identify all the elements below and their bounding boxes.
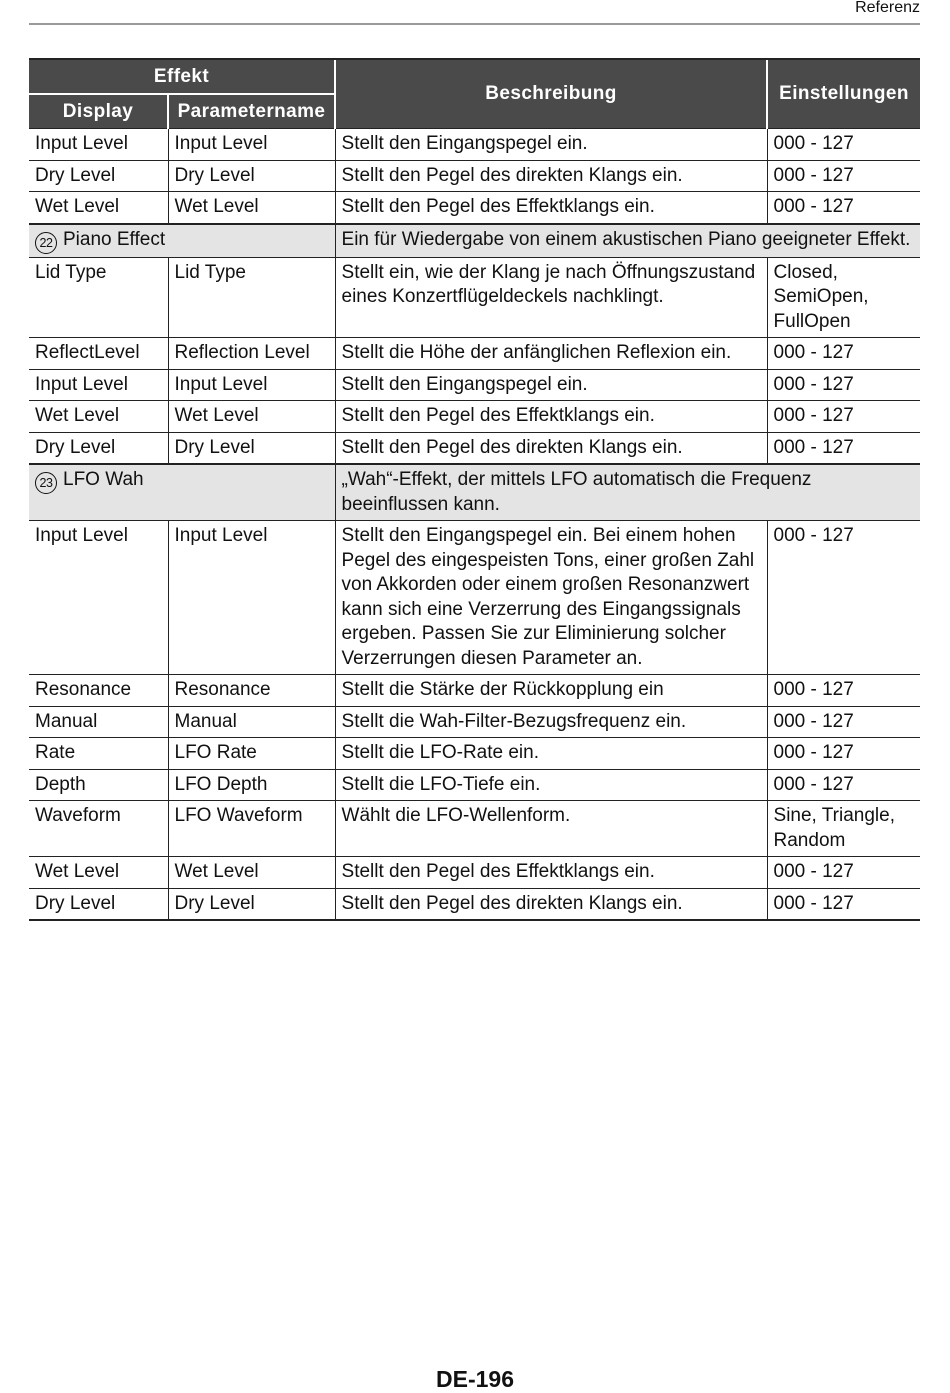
column-header-display: Display: [29, 94, 168, 129]
table-row: [29, 192, 920, 224]
cell-display: ReflectLevel: [29, 338, 168, 370]
cell-parameter: LFO Depth: [168, 769, 335, 801]
effect-parameter-table: [29, 58, 920, 921]
cell-display: Waveform: [29, 801, 168, 857]
table-row: [29, 257, 920, 338]
cell-description: Stellt den Pegel des Effektklangs ein.: [335, 192, 767, 224]
cell-setting: 000 - 127: [767, 192, 920, 224]
cell-setting: 000 - 127: [767, 521, 920, 675]
cell-setting: 000 - 127: [767, 706, 920, 738]
table-row: [29, 888, 920, 920]
cell-parameter: Dry Level: [168, 888, 335, 920]
table-row: [29, 801, 920, 857]
cell-setting: 000 - 127: [767, 160, 920, 192]
cell-display: Input Level: [29, 369, 168, 401]
effect-name: LFO Wah: [63, 469, 144, 490]
cell-display: Manual: [29, 706, 168, 738]
cell-description: Stellt den Eingangspegel ein.: [335, 369, 767, 401]
cell-display: Lid Type: [29, 257, 168, 338]
cell-parameter: Wet Level: [168, 192, 335, 224]
cell-description: Stellt die Stärke der Rückkopplung ein: [335, 675, 767, 707]
cell-display: Dry Level: [29, 888, 168, 920]
cell-parameter: Input Level: [168, 129, 335, 161]
cell-description: Stellt den Pegel des direkten Klangs ein.: [335, 160, 767, 192]
table-row: [29, 857, 920, 889]
cell-setting: 000 - 127: [767, 675, 920, 707]
cell-display: Wet Level: [29, 192, 168, 224]
cell-description: Stellt den Pegel des direkten Klangs ein.: [335, 432, 767, 464]
cell-description: Wählt die LFO-Wellenform.: [335, 801, 767, 857]
cell-setting: 000 - 127: [767, 432, 920, 464]
cell-setting: 000 - 127: [767, 369, 920, 401]
table-row: [29, 706, 920, 738]
cell-display: Rate: [29, 738, 168, 770]
circled-number-icon: 23: [35, 472, 57, 494]
column-header-einstellungen: Einstellungen: [767, 59, 920, 129]
cell-display: Depth: [29, 769, 168, 801]
cell-display: Wet Level: [29, 857, 168, 889]
cell-parameter: LFO Waveform: [168, 801, 335, 857]
header-rule: [29, 23, 920, 25]
table-row: [29, 738, 920, 770]
cell-parameter: Reflection Level: [168, 338, 335, 370]
cell-display: Dry Level: [29, 432, 168, 464]
column-header-parametername: Parametername: [168, 94, 335, 129]
section-label: Referenz: [855, 0, 920, 16]
cell-setting: 000 - 127: [767, 769, 920, 801]
effect-section-row: [29, 224, 920, 258]
cell-description: Stellt den Pegel des Effektklangs ein.: [335, 857, 767, 889]
cell-description: Stellt die LFO-Tiefe ein.: [335, 769, 767, 801]
effect-description: „Wah“-Effekt, der mittels LFO automatisch die Frequenz beeinflussen kann.: [335, 464, 920, 521]
cell-display: Input Level: [29, 521, 168, 675]
cell-setting: 000 - 127: [767, 401, 920, 433]
table-row: [29, 769, 920, 801]
column-header-effekt: Effekt: [29, 59, 335, 94]
cell-parameter: Input Level: [168, 521, 335, 675]
cell-description: Stellt den Pegel des direkten Klangs ein.: [335, 888, 767, 920]
table-row: [29, 521, 920, 675]
cell-setting: 000 - 127: [767, 338, 920, 370]
cell-setting: 000 - 127: [767, 857, 920, 889]
cell-parameter: Wet Level: [168, 857, 335, 889]
cell-parameter: Lid Type: [168, 257, 335, 338]
column-header-beschreibung: Beschreibung: [335, 59, 767, 129]
cell-description: Stellt den Pegel des Effektklangs ein.: [335, 401, 767, 433]
cell-setting: 000 - 127: [767, 129, 920, 161]
cell-description: Stellt den Eingangspegel ein. Bei einem hohen Pegel des eingespeisten Tons, einer großen Zahl von Akkorden oder einem großen Resonanzwert kann sich eine Verzerrung des Eingangssignals ergeben. Passen Sie zur Eliminierung solcher Verzerrungen diesen Parameter an.: [335, 521, 767, 675]
circled-number-icon: 22: [35, 232, 57, 254]
cell-setting: 000 - 127: [767, 738, 920, 770]
cell-display: Wet Level: [29, 401, 168, 433]
table-row: [29, 432, 920, 464]
table-row: [29, 675, 920, 707]
table-row: [29, 160, 920, 192]
cell-parameter: Manual: [168, 706, 335, 738]
cell-display: Resonance: [29, 675, 168, 707]
cell-description: Stellt die LFO-Rate ein.: [335, 738, 767, 770]
cell-description: Stellt die Höhe der anfänglichen Reflexion ein.: [335, 338, 767, 370]
cell-display: Input Level: [29, 129, 168, 161]
cell-description: Stellt die Wah-Filter-Bezugsfrequenz ein.: [335, 706, 767, 738]
effect-section-title: [29, 464, 335, 521]
effect-section-title: [29, 224, 335, 258]
cell-parameter: LFO Rate: [168, 738, 335, 770]
cell-display: Dry Level: [29, 160, 168, 192]
cell-parameter: Dry Level: [168, 160, 335, 192]
effect-name: Piano Effect: [63, 228, 166, 250]
cell-parameter: Input Level: [168, 369, 335, 401]
effect-section-row: [29, 464, 920, 521]
cell-setting: Closed, SemiOpen, FullOpen: [767, 257, 920, 338]
cell-parameter: Dry Level: [168, 432, 335, 464]
effect-description: Ein für Wiedergabe von einem akustischen Piano geeigneter Effekt.: [335, 224, 920, 258]
cell-setting: 000 - 127: [767, 888, 920, 920]
cell-description: Stellt ein, wie der Klang je nach Öffnungszustand eines Konzertflügeldeckels nachklingt.: [335, 257, 767, 338]
cell-parameter: Resonance: [168, 675, 335, 707]
table-row: [29, 401, 920, 433]
cell-parameter: Wet Level: [168, 401, 335, 433]
page-number: DE-196: [436, 1366, 514, 1392]
cell-description: Stellt den Eingangspegel ein.: [335, 129, 767, 161]
table-row: [29, 129, 920, 161]
cell-setting: Sine, Triangle, Random: [767, 801, 920, 857]
table-row: [29, 338, 920, 370]
table-row: [29, 369, 920, 401]
